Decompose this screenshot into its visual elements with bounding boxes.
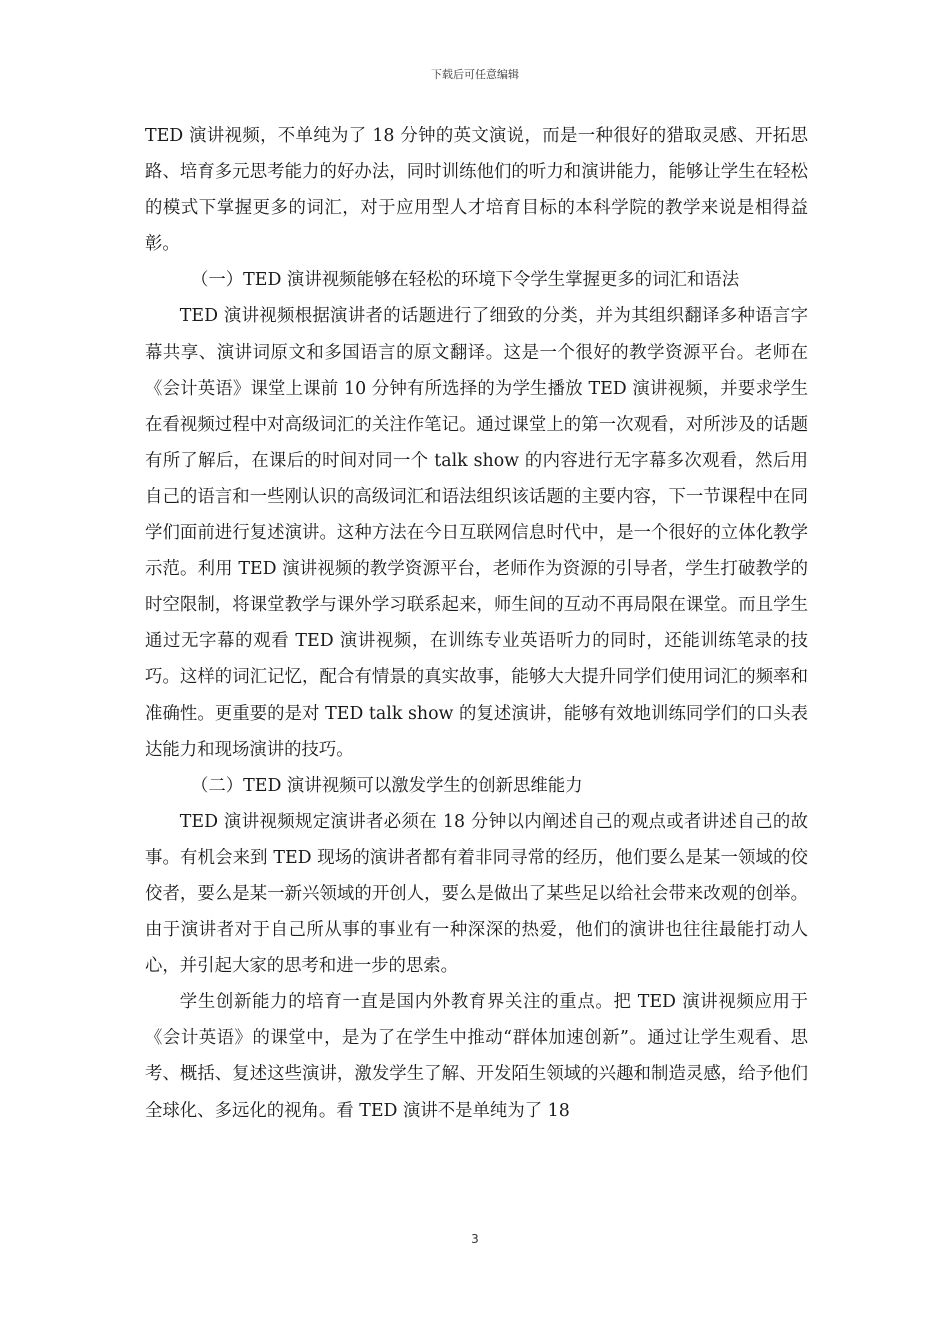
paragraph-section-1: TED 演讲视频根据演讲者的话题进行了细致的分类，并为其组织翻译多种语言字幕共享、演讲词原文和多国语言的原文翻译。这是一个很好的教学资源平台。老师在《会计英语》课堂上课前 10 分钟有所选择的为学生播放 TED 演讲视频，并要求学生在看视频过程中对高级词汇的关注作笔记。通过课堂上的第一次观看，对所涉及的话题有所了解后，在课后的时间对同一个 talk show 的内容进行无字幕多次观看，然后用自己的语言和一些刚认识的高级词汇和语法组织该话题的主要内容，下一节课程中在同学们面前进行复述演讲。这种方法在今日互联网信息时代中，是一个很好的立体化教学示范。利用 TED 演讲视频的教学资源平台，老师作为资源的引导者，学生打破教学的时空限制，将课堂教学与课外学习联系起来，师生间的互动不再局限在课堂。而且学生通过无字幕的观看 TED 演讲视频，在训练专业英语听力的同时，还能训练笔录的技巧。这样的词汇记忆，配合有情景的真实故事，能够大大提升同学们使用词汇的频率和准确性。更重要的是对 TED talk show 的复述演讲，能够有效地训练同学们的口头表达能力和现场演讲的技巧。 bbox=[145, 306, 808, 760]
paragraph-section-2b: 学生创新能力的培育一直是国内外教育界关注的重点。把 TED 演讲视频应用于《会计英语》的课堂中，是为了在学生中推动“群体加速创新”。通过让学生观看、思考、概括、复述这些演讲，激发学生了解、开发陌生领域的兴趣和制造灵感，给予他们全球化、多远化的视角。看 TED 演讲不是单纯为了 18 bbox=[145, 992, 808, 1121]
paragraph-intro-continued: TED 演讲视频，不单纯为了 18 分钟的英文演说，而是一种很好的猎取灵感、开拓思路、培育多元思考能力的好办法，同时训练他们的听力和演讲能力，能够让学生在轻松的模式下掌握更多的词汇，对于应用型人才培育目标的本科学院的教学来说是相得益彰。 bbox=[145, 126, 808, 255]
page-number: 3 bbox=[471, 1232, 479, 1246]
section-heading-1: （一）TED 演讲视频能够在轻松的环境下令学生掌握更多的词汇和语法 bbox=[191, 270, 740, 291]
section-heading-2: （二）TED 演讲视频可以激发学生的创新思维能力 bbox=[191, 775, 583, 796]
page-header-note: 下载后可任意编辑 bbox=[431, 68, 519, 81]
paragraph-section-2a: TED 演讲视频规定演讲者必须在 18 分钟以内阐述自己的观点或者讲述自己的故事。有机会来到 TED 现场的演讲者都有着非同寻常的经历，他们要么是某一领域的佼佼者，要么是某一新兴领域的开创人，要么是做出了某些足以给社会带来改观的创举。由于演讲者对于自己所从事的事业有一种深深的热爱，他们的演讲也往往最能打动人心，并引起大家的思考和进一步的思索。 bbox=[145, 811, 808, 977]
document-body bbox=[145, 118, 808, 1129]
